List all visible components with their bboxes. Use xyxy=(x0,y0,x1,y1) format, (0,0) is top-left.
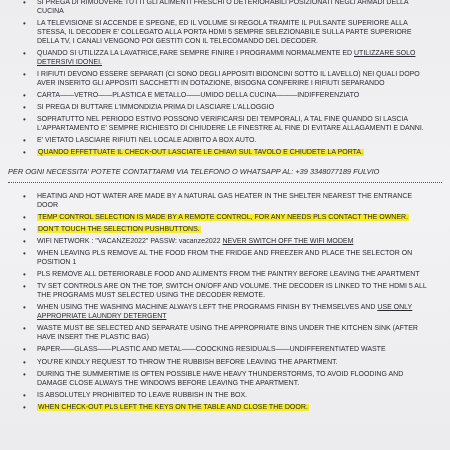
italian-item xyxy=(0,116,450,134)
english-item xyxy=(0,193,450,211)
bullet-icon: • xyxy=(23,90,26,100)
bullet-icon: • xyxy=(23,19,26,28)
italian-item xyxy=(0,20,450,47)
italian-item xyxy=(0,0,450,17)
bullet-icon: • xyxy=(23,237,26,247)
underlined-text: UTILIZZARE SOLO DETERSIVI IDONEI. xyxy=(37,49,416,66)
highlighted-text: WHEN CHECK-OUT PLS LEFT THE KEYS ON THE TABLE AND CLOSE THE DOOR. xyxy=(38,403,308,411)
bullet-icon: • xyxy=(23,369,26,379)
english-item xyxy=(0,325,450,343)
bullet-icon: • xyxy=(23,0,26,7)
english-item xyxy=(0,226,450,235)
italian-item xyxy=(0,137,450,146)
highlighted-text: DON'T TOUCH THE SELECTION PUSHBUTTONS. xyxy=(38,226,200,234)
bullet-icon: • xyxy=(23,213,26,223)
english-item xyxy=(0,346,450,355)
bullet-icon: • xyxy=(23,345,26,355)
bullet-icon: • xyxy=(23,103,26,112)
english-item xyxy=(0,214,450,223)
item-text: SI PREGA DI BUTTARE L'IMMONDIZIA PRIMA DI LASCIARE L'ALLOGGIO xyxy=(37,104,275,111)
item-text: I RIFIUTI DEVONO ESSERE SEPARATI (CI SONO DEGLI APPOSITI BIDONCINI SOTTO IL LAVELLO) NEI QUALI DOPO AVER INSERITO GLI APPOSITI SACCHETTI IN DOTAZIONE, BISOGNA CONFERIRE I RIFIUTI SEPARANDO xyxy=(37,70,420,87)
item-text: WIFI NETWORK : "VACANZE2022" PASSW: vacanze2022 xyxy=(37,238,223,246)
bullet-icon: • xyxy=(23,48,26,58)
bullet-icon: • xyxy=(23,402,26,412)
english-item xyxy=(0,404,450,413)
bullet-icon: • xyxy=(23,225,26,235)
item-text: SI PREGA DI RIMUOVERE TUTTI GLI ALIMENTI FRESCHI O DETERIORABILI POSIZIONATI NEGLI ARMADI DELLA CUCINA xyxy=(37,0,409,15)
bullet-icon: • xyxy=(23,115,26,125)
highlighted-text: TEMP CONTROL SELECTION IS MADE BY A REMOTE CONTROL, FOR ANY NEEDS PLS CONTACT THE OWNER. xyxy=(38,214,409,222)
english-item xyxy=(0,283,450,301)
english-item xyxy=(0,392,450,401)
english-item xyxy=(0,238,450,247)
english-instructions-list xyxy=(0,193,450,413)
item-text: IS ABSOLUTELY PROHIBITED TO LEAVE RUBBISH IN THE BOX. xyxy=(37,391,248,399)
italian-item xyxy=(0,92,450,101)
english-item xyxy=(0,250,450,268)
item-text: WHEN USING THE WASHING MACHINE ALWAYS LEFT THE PROGRAMS FINISH BY THEMSELVES AND xyxy=(37,304,378,312)
italian-item xyxy=(0,71,450,89)
italian-item xyxy=(0,50,450,68)
dotted-separator xyxy=(8,182,442,183)
italian-item xyxy=(0,149,450,158)
item-text: HEATING AND HOT WATER ARE MADE BY A NATURAL GAS HEATER IN THE SHELTER NEAREST THE ENTRANCE DOOR xyxy=(37,193,413,209)
bullet-icon: • xyxy=(23,136,26,146)
item-text: TV SET CONTROLS ARE ON THE TOP, SWITCH ON/OFF AND VOLUME. THE DECODER IS LINKED TO THE HDMI 5 ALL THE PROGRAMS MUST SELECTED USING THE DECODER REMOTE. xyxy=(37,283,427,300)
bullet-icon: • xyxy=(23,324,26,334)
item-text: YOU'RE KINDLY REQUEST TO THROW THE RUBBISH BEFORE LEAVING THE APARTMENT. xyxy=(37,358,338,366)
underlined-text: NEVER SWITCH OFF THE WIFI MODEM xyxy=(222,238,354,246)
bullet-icon: • xyxy=(23,192,26,202)
bullet-icon: • xyxy=(23,282,26,292)
item-text: WHEN LEAVING PLS REMOVE AL THE FOOD FROM THE FRIDGE AND FREEZER AND PLACE THE SELECTOR ON POSITION 1 xyxy=(37,250,413,267)
bullet-icon: • xyxy=(23,249,26,259)
bullet-icon: • xyxy=(23,390,26,400)
bullet-icon: • xyxy=(23,270,26,280)
item-text: PLS REMOVE ALL DETERIORABLE FOOD AND ALIMENTS FROM THE PAINTRY BEFORE LEAVING THE APARTMENT xyxy=(37,271,420,279)
contact-line: PER OGNI NECESSITA' POTETE CONTATTARMI VIA TELEFONO O WHATSAPP AL: +39 3348077189 FULVIO xyxy=(8,167,380,177)
item-text: DURING THE SUMMERTIME IS OFTEN POSSIBLE HAVE HEAVY THUNDERSTORMS, TO AVOID FLOODING AND DAMAGE CLOSE ALWAYS THE WINDOWS BEFORE LEAVING THE APARTMENT. xyxy=(37,370,404,387)
item-text: PAPER——GLASS——PLASTIC AND METAL——COOCKING RESIDUALS——UNDIFFERENTIATED WASTE xyxy=(37,346,386,354)
item-text: SOPRATUTTO NEL PERIODO ESTIVO POSSONO VERIFICARSI DEI TEMPORALI, A TAL FINE QUANDO SI LASCIA L'APPARTAMENTO E' SEMPRE RICHIESTO DI CHIUDERE LE FINESTRE AL FINE DI EVITARE ALLAGAMENTI E DANNI. xyxy=(37,116,424,132)
bullet-icon: • xyxy=(23,303,26,313)
english-item xyxy=(0,271,450,280)
underlined-text: USE ONLY APPROPRIATE LAUNDRY DETERGENT xyxy=(37,304,413,321)
bullet-icon: • xyxy=(23,148,26,158)
english-item xyxy=(0,359,450,368)
item-text: WASTE MUST BE SELECTED AND SEPARATE USING THE APPROPRIATE BINS UNDER THE KITCHEN SINK (AFTER HAVE INSERT THE PLASTIC BAG) xyxy=(37,325,418,342)
item-text: E' VIETATO LASCIARE RIFIUTI NEL LOCALE ADIBITO A BOX AUTO. xyxy=(37,137,257,145)
italian-instructions-list xyxy=(0,0,450,158)
highlighted-text: QUANDO EFFETTUATE IL CHECK-OUT LASCIATE LE CHIAVI SUL TAVOLO E CHIUDETE LA PORTA. xyxy=(38,149,364,157)
english-item xyxy=(0,304,450,322)
italian-item xyxy=(0,104,450,113)
item-text: QUANDO SI UTILIZZA LA LAVATRICE,FARE SEMPRE FINIRE I PROGRAMMI NORMALMENTE ED xyxy=(37,49,354,57)
english-item xyxy=(0,371,450,389)
item-text: CARTA——VETRO——PLASTICA E METALLO——UMIDO DELLA CUCINA———INDIFFERENZIATO xyxy=(37,91,360,99)
item-text: LA TELEVISIONE SI ACCENDE E SPEGNE, ED IL VOLUME SI REGOLA TRAMITE IL PULSANTE SUPERIORE ALLA STESSA, IL DECODER E' COLLEGATO ALLA PORTA HDMI 5 SEMPRE SELEZIONABILE SULLA PARTE SUPERIORE DELLA TV, I CANALI VENGONO POI GESTITI CON IL TELECOMANDO DEL DECODER. xyxy=(37,20,412,45)
bullet-icon: • xyxy=(23,357,26,367)
bullet-icon: • xyxy=(23,69,26,79)
